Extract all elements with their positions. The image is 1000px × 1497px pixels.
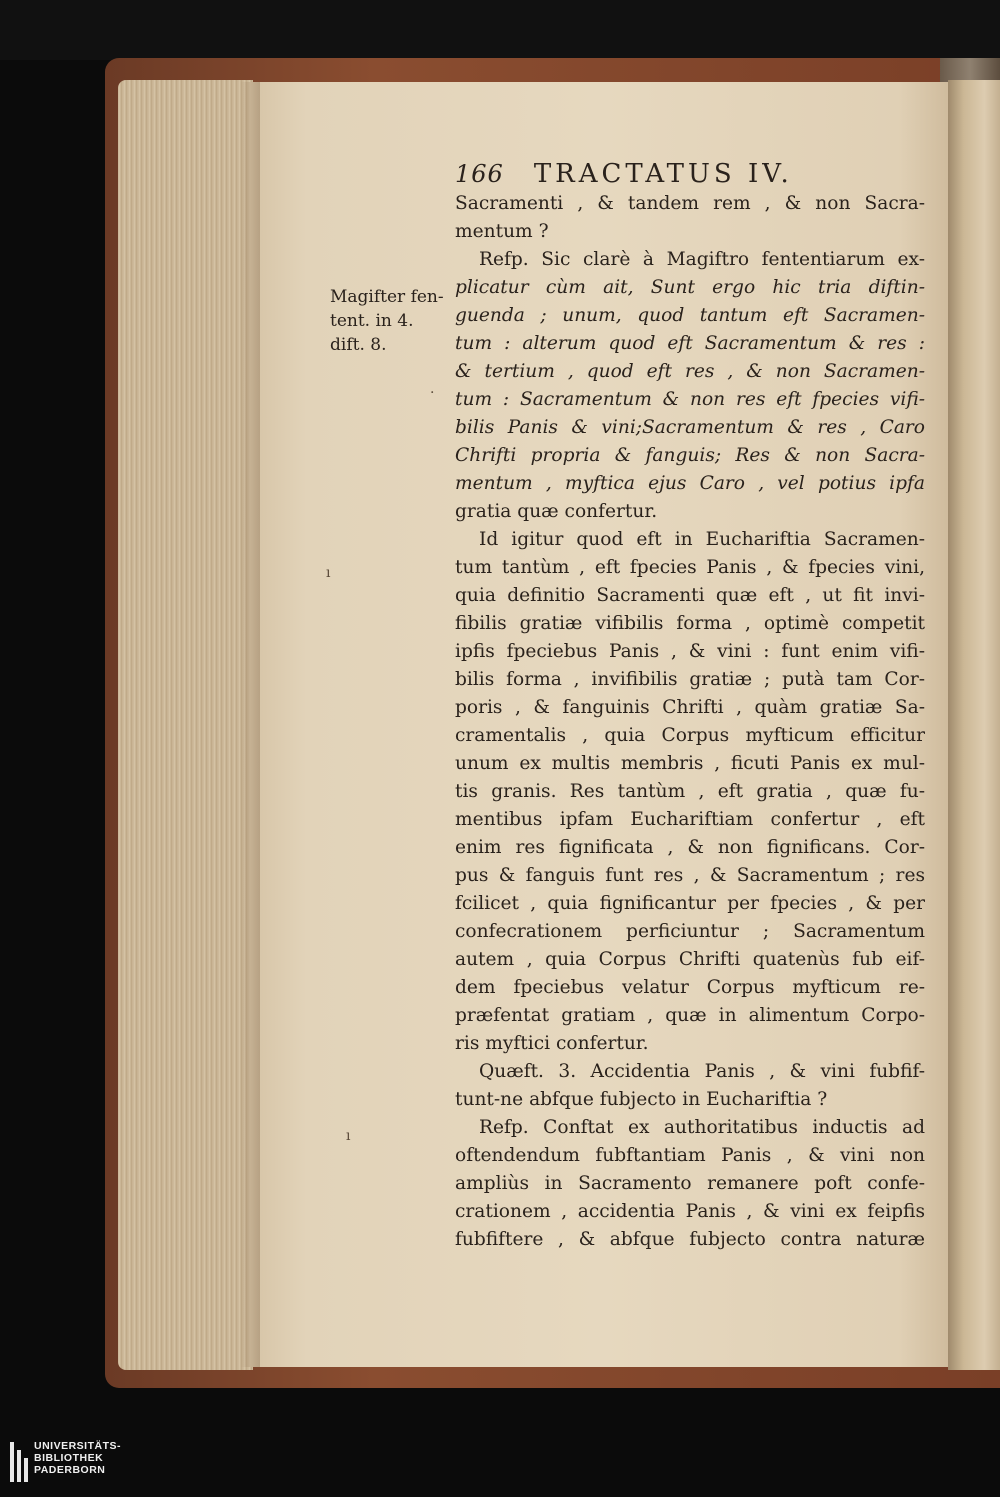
text-line: poris , & fanguinis Chrifti , quàm gratiæ Sa- [455, 697, 925, 718]
text-line: fcilicet , quia fignificantur per fpecies , & per [455, 893, 925, 914]
logo-line: PADERBORN [34, 1464, 106, 1476]
text-line: mentum ? [455, 221, 549, 242]
text-line: tunt-ne abfque fubjecto in Euchariftia ? [455, 1089, 828, 1110]
text-line: Refp. Sic clarè à Magiftro fententiarum ex- [479, 249, 925, 270]
logo-text [34, 1440, 121, 1476]
text-line: cramentalis , quia Corpus myfticum efficitur [455, 725, 925, 746]
text-line: tum : Sacramentum & non res eft fpecies vifi- [455, 389, 925, 410]
text-line: præfentat gratiam , quæ in alimentum Corpo- [455, 1005, 925, 1026]
stray-mark: · [430, 385, 435, 401]
text-line: Refp. Conftat ex authoritatibus inductis ad [479, 1117, 925, 1138]
library-logo [10, 1440, 121, 1482]
top-strip [0, 0, 1000, 60]
logo-line: BIBLIOTHEK [34, 1452, 104, 1464]
text-line: Id igitur quod eft in Euchariftia Sacramen- [479, 529, 925, 550]
text-line: gratia quæ confertur. [455, 501, 658, 522]
gutter [948, 80, 1000, 1370]
text-line: Sacramenti , & tandem rem , & non Sacra- [455, 193, 925, 214]
text-line: tis granis. Res tantùm , eft gratia , quæ fu- [455, 781, 925, 802]
margin-note-line: dift. 8. [330, 335, 387, 355]
text-line: ipfis fpeciebus Panis , & vini : funt enim vifi- [455, 641, 925, 662]
text-line: ris myftici confertur. [455, 1033, 649, 1054]
text-line: crationem , accidentia Panis , & vini ex feipfis [455, 1201, 925, 1222]
text-line: enim res fignificata , & non fignificans. Cor- [455, 837, 925, 858]
text-line: bilis Panis & vini;Sacramentum & res , Caro [455, 417, 925, 438]
stray-mark: ı [346, 1128, 351, 1144]
text-line: plicatur cùm ait, Sunt ergo hic tria diftin- [455, 277, 925, 298]
text-line: mentum , myftica ejus Caro , vel potius ipfa [455, 473, 925, 494]
text-line: autem , quia Corpus Chrifti quatenùs fub eif- [455, 949, 925, 970]
page-edge-shadow [240, 82, 260, 1367]
text-line: pus & fanguis funt res , & Sacramentum ; res [455, 865, 925, 886]
text-line: quia definitio Sacramenti quæ eft , ut fit invi- [455, 585, 925, 606]
text-line: confecrationem perficiuntur ; Sacramentum [455, 921, 925, 942]
text-line: dem fpeciebus velatur Corpus myfticum re- [455, 977, 925, 998]
text-line: fibilis gratiæ vifibilis forma , optimè competit [455, 613, 925, 634]
text-block [455, 160, 925, 1254]
text-line: tum tantùm , eft fpecies Panis , & fpecies vini, [455, 557, 925, 578]
stray-mark: ı [326, 565, 331, 581]
page-edges [118, 80, 253, 1370]
text-line: fubfiftere , & abfque fubjecto contra naturæ [455, 1229, 925, 1250]
logo-line: UNIVERSITÄTS- [34, 1440, 122, 1452]
margin-note-line: Magifter fen- [330, 287, 444, 307]
text-line: Quæft. 3. Accidentia Panis , & vini fubfif- [479, 1061, 925, 1082]
margin-note-line: tent. in 4. [330, 311, 414, 331]
text-line: ampliùs in Sacramento remanere poft confe- [455, 1173, 925, 1194]
text-line: mentibus ipfam Euchariftiam confertur , eft [455, 809, 925, 830]
page-header [455, 160, 925, 188]
text-line: bilis forma , invifibilis gratiæ ; putà tam Cor- [455, 669, 925, 690]
running-title: TRACTATUS IV. [533, 159, 793, 189]
logo-bars-icon [10, 1442, 28, 1482]
text-line: oftendendum fubftantiam Panis , & vini non [455, 1145, 925, 1166]
text-line: guenda ; unum, quod tantum eft Sacramen- [455, 305, 925, 326]
text-line: & tertium , quod eft res , & non Sacramen- [455, 361, 925, 382]
text-line: tum : alterum quod eft Sacramentum & res : [455, 333, 925, 354]
margin-note [330, 285, 455, 357]
page-number: 166 [455, 160, 504, 188]
text-line: Chrifti propria & fanguis; Res & non Sacra- [455, 445, 925, 466]
text-line: unum ex multis membris , ficuti Panis ex mul- [455, 753, 925, 774]
